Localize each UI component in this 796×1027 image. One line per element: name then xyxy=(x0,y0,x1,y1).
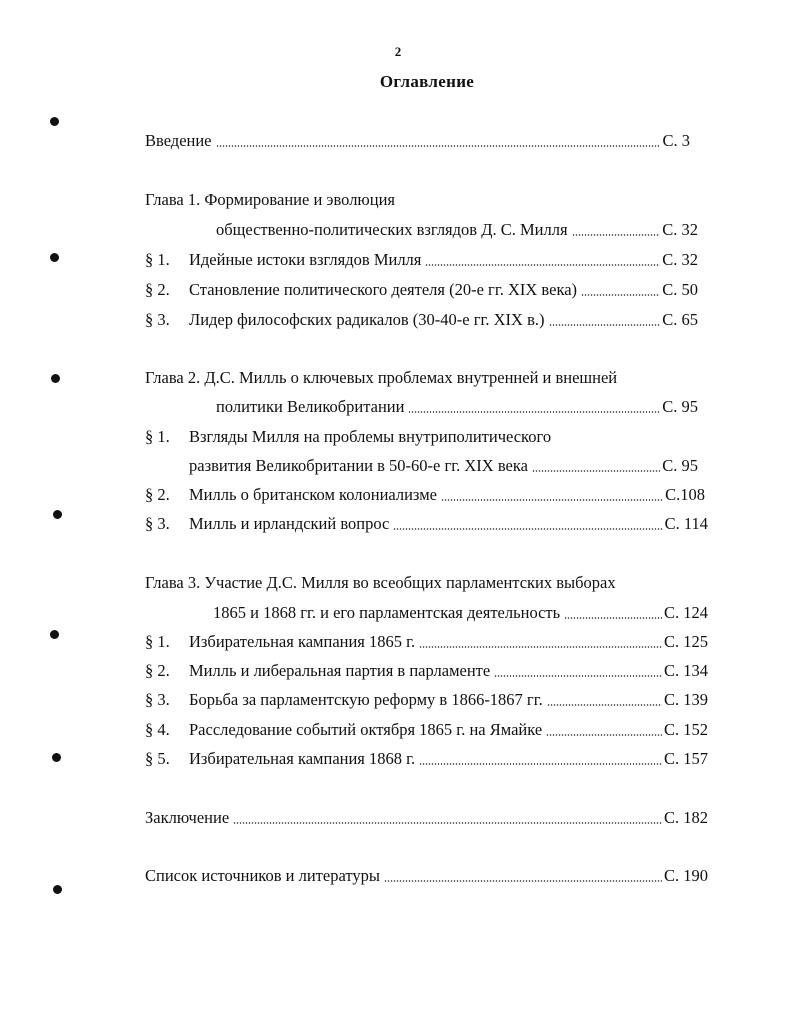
toc-entry-label: развития Великобритании в 50-60-е гг. XIX века xyxy=(189,456,528,475)
dot-leader xyxy=(546,734,662,736)
dot-leader xyxy=(393,528,662,530)
toc-entry-section xyxy=(145,427,551,447)
chapter-1-heading: Глава 1. Формирование и эволюция xyxy=(145,190,395,209)
section-number: § 3. xyxy=(145,310,170,329)
chapter-2-entry xyxy=(216,397,698,417)
toc-entry-section xyxy=(145,632,708,652)
toc-entry-label: Милль и либеральная партия в парламенте xyxy=(189,661,491,680)
chapter-1-entry xyxy=(216,220,698,240)
toc-entry-page: С. 152 xyxy=(663,720,708,739)
section-number: § 2. xyxy=(145,485,170,504)
toc-entry-page: С. 182 xyxy=(663,808,708,827)
dot-leader xyxy=(233,822,662,824)
toc-entry-section xyxy=(145,310,698,330)
dot-leader xyxy=(581,294,660,296)
toc-entry-section xyxy=(145,485,705,505)
toc-entry-page: С. 190 xyxy=(663,866,708,885)
toc-entry-conclusion xyxy=(145,808,708,828)
toc-entry-section xyxy=(145,661,708,681)
toc-entry-label: Становление политического деятеля (20-е гг. XIX века) xyxy=(189,280,578,299)
section-number: § 1. xyxy=(145,250,170,269)
dot-leader xyxy=(494,675,662,677)
toc-entry-page: С. 65 xyxy=(662,310,698,329)
punch-hole-mark xyxy=(50,253,59,262)
toc-entry-label: Идейные истоки взглядов Милля xyxy=(189,250,422,269)
toc-entry-page: С. 95 xyxy=(662,397,698,416)
punch-hole-mark xyxy=(53,510,62,519)
toc-entry-introduction xyxy=(145,131,690,151)
toc-entry-section xyxy=(145,749,708,769)
section-number: § 4. xyxy=(145,720,170,739)
chapter-3-heading: Глава 3. Участие Д.С. Милля во всеобщих парламентских выборах xyxy=(145,573,616,592)
toc-entry-label: Милль и ирландский вопрос xyxy=(189,514,390,533)
page-title: Оглавление xyxy=(379,72,475,91)
toc-entry-label: Лидер философских радикалов (30-40-е гг. XIX в.) xyxy=(189,310,545,329)
toc-entry-page: С. 50 xyxy=(662,280,698,299)
toc-entry-label: Избирательная кампания 1868 г. xyxy=(189,749,416,768)
dot-leader xyxy=(572,234,661,236)
section-number: § 2. xyxy=(145,280,170,299)
punch-hole-mark xyxy=(50,117,59,126)
toc-entry-section xyxy=(145,280,698,300)
dot-leader xyxy=(408,411,660,413)
chapter-3-entry xyxy=(213,603,708,623)
toc-entry-page: С. 32 xyxy=(662,220,698,239)
toc-entry-label: политики Великобритании xyxy=(216,397,405,416)
toc-entry-page: С. 134 xyxy=(663,661,708,680)
punch-hole-mark xyxy=(51,374,60,383)
dot-leader xyxy=(532,470,660,472)
chapter-2-heading: Глава 2. Д.С. Милль о ключевых проблемах внутренней и внешней xyxy=(145,368,618,387)
dot-leader xyxy=(419,763,662,765)
section-number: § 2. xyxy=(145,661,170,680)
toc-entry-label: Милль о британском колониализме xyxy=(189,485,437,504)
dot-leader xyxy=(441,499,663,501)
section-number: § 5. xyxy=(145,749,170,768)
toc-entry-section xyxy=(145,514,708,534)
toc-entry-section-cont xyxy=(189,456,698,476)
dot-leader xyxy=(384,880,662,882)
section-number: § 3. xyxy=(145,514,170,533)
toc-entry-label: Расследование событий октября 1865 г. на Ямайке xyxy=(189,720,543,739)
punch-hole-mark xyxy=(50,630,59,639)
toc-entry-sources xyxy=(145,866,708,886)
page-number: 2 xyxy=(394,44,402,59)
dot-leader xyxy=(549,324,661,326)
toc-entry-label: Заключение xyxy=(145,808,230,827)
dot-leader xyxy=(547,704,662,706)
toc-entry-page: С. 114 xyxy=(664,514,708,533)
toc-entry-section xyxy=(145,720,708,740)
toc-entry-label: Взгляды Милля на проблемы внутриполитического xyxy=(189,427,552,446)
toc-entry-page: С.108 xyxy=(665,485,705,504)
toc-entry-page: С. 95 xyxy=(662,456,698,475)
punch-hole-mark xyxy=(52,753,61,762)
toc-entry-page: С. 125 xyxy=(663,632,708,651)
dot-leader xyxy=(216,145,661,147)
dot-leader xyxy=(425,264,660,266)
toc-entry-section xyxy=(145,250,698,270)
toc-entry-label: общественно-политических взглядов Д. С. Милля xyxy=(216,220,568,239)
toc-entry-label: Борьба за парламентскую реформу в 1866-1867 гг. xyxy=(189,690,543,709)
toc-entry-section xyxy=(145,690,708,710)
toc-entry-page: С. 3 xyxy=(662,131,690,150)
toc-entry-page: С. 32 xyxy=(662,250,698,269)
toc-entry-page: С. 124 xyxy=(663,603,708,622)
punch-hole-mark xyxy=(53,885,62,894)
toc-entry-label: Избирательная кампания 1865 г. xyxy=(189,632,416,651)
toc-entry-page: С. 157 xyxy=(663,749,708,768)
section-number: § 3. xyxy=(145,690,170,709)
toc-entry-label: 1865 и 1868 гг. и его парламентская деятельность xyxy=(213,603,561,622)
section-number: § 1. xyxy=(145,427,170,446)
toc-entry-label: Введение xyxy=(145,131,212,150)
dot-leader xyxy=(564,617,662,619)
toc-entry-label: Список источников и литературы xyxy=(145,866,380,885)
dot-leader xyxy=(419,646,662,648)
toc-entry-page: С. 139 xyxy=(663,690,708,709)
section-number: § 1. xyxy=(145,632,170,651)
